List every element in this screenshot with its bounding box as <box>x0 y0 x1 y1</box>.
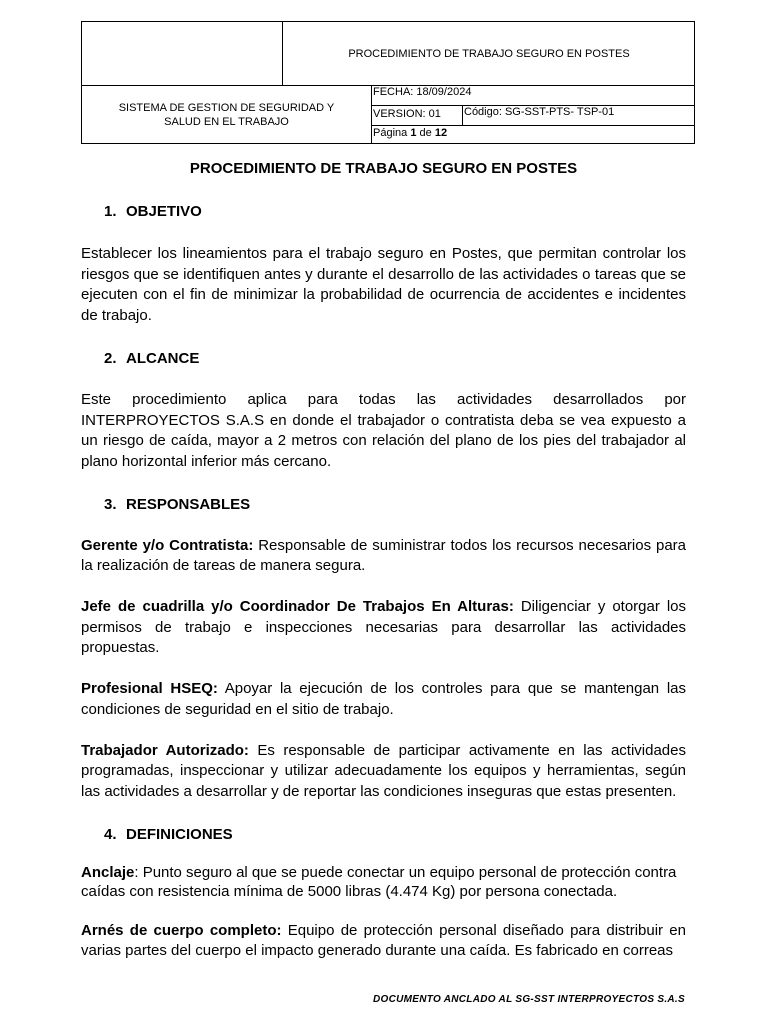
section-objetivo-heading <box>81 202 686 222</box>
header-table <box>81 21 695 144</box>
responsable-item <box>81 597 686 659</box>
responsable-term: Gerente y/o Contratista: <box>81 536 254 554</box>
footer-note: DOCUMENTO ANCLADO AL SG-SST INTERPROYECTOS S.A.S <box>372 994 685 1005</box>
pagina-of: de <box>419 127 432 139</box>
pagina-prefix: Página <box>373 127 408 139</box>
section-number: 4. <box>104 825 117 843</box>
section-alcance-heading <box>81 349 686 369</box>
definicion-term: Anclaje <box>81 863 135 881</box>
section-responsables-heading <box>81 495 686 515</box>
section-title: OBJETIVO <box>126 203 202 220</box>
responsable-text: Apoyar la ejecución de los controles para que se mantengan las condiciones de seguridad en el sitio de trabajo. <box>81 680 686 718</box>
responsable-item <box>81 741 686 803</box>
header-system: SISTEMA DE GESTION DE SEGURIDAD Y SALUD EN EL TRABAJO <box>82 86 372 144</box>
header-pagina <box>372 126 695 144</box>
document-body <box>81 158 686 962</box>
logo-cell <box>82 22 283 86</box>
header-title: PROCEDIMIENTO DE TRABAJO SEGURO EN POSTES <box>283 22 695 86</box>
definicion-term: Arnés de cuerpo completo: <box>81 921 282 939</box>
header-version: VERSION: 01 <box>372 106 463 126</box>
responsable-text: Es responsable de participar activamente en las actividades programadas, inspeccionar y utilizar adecuadamente los equipos y herramientas, según las actividades a desarrollar y de reportar las condiciones inseguras que estas presenten. <box>81 741 686 800</box>
section-number: 3. <box>104 495 117 513</box>
definicion-text: : Punto seguro al que se puede conectar un equipo personal de protección contra caídas con resistencia mínima de 5000 libras (4.474 Kg) por persona conectada. <box>81 863 677 900</box>
section-number: 1. <box>104 203 117 220</box>
section-title: DEFINICIONES <box>126 825 233 843</box>
responsable-item <box>81 536 686 577</box>
responsable-term: Trabajador Autorizado: <box>81 741 249 759</box>
section-definiciones-heading <box>81 825 686 845</box>
responsable-term: Profesional HSEQ: <box>81 680 218 698</box>
definicion-item <box>81 921 686 962</box>
document-title: PROCEDIMIENTO DE TRABAJO SEGURO EN POSTES <box>189 160 578 177</box>
section-title: ALCANCE <box>126 349 200 367</box>
responsable-term: Jefe de cuadrilla y/o Coordinador De Trabajos En Alturas: <box>81 598 514 616</box>
header-codigo: Código: SG-SST-PTS- TSP-01 <box>463 106 695 126</box>
definicion-text: Equipo de protección personal diseñado para distribuir en varias partes del cuerpo el impacto generado durante una caída. Es fabricado en correas <box>81 921 686 960</box>
responsable-text: Diligenciar y otorgar los permisos de trabajo e inspecciones necesarias para desarrollar las actividades propuestas. <box>81 598 686 657</box>
alcance-paragraph: Este procedimiento aplica para todas las actividades desarrollados por INTERPROYECTOS S.A.S en donde el trabajador o contratista deba se vea expuesto a un riesgo de caída, mayor a 2 metros con relación del plano de los pies del trabajador al plano horizontal inferior más cercano. <box>81 390 686 470</box>
responsable-text: Responsable de suministrar todos los recursos necesarios para la realización de tareas de manera segura. <box>81 536 686 575</box>
objetivo-paragraph: Establecer los lineamientos para el trabajo seguro en Postes, que permitan controlar los riesgos que se identifiquen antes y durante el desarrollo de las actividades o tareas que se ejecuten con el fin de minimizar la probabilidad de ocurrencia de accidentes e incidentes de trabajo. <box>81 245 686 325</box>
definicion-item <box>81 863 686 901</box>
header-fecha: FECHA: 18/09/2024 <box>372 86 695 106</box>
section-title: RESPONSABLES <box>126 495 251 513</box>
pagina-total: 12 <box>434 127 448 139</box>
section-number: 2. <box>104 349 117 367</box>
responsable-item <box>81 679 686 720</box>
pagina-current: 1 <box>410 127 417 139</box>
